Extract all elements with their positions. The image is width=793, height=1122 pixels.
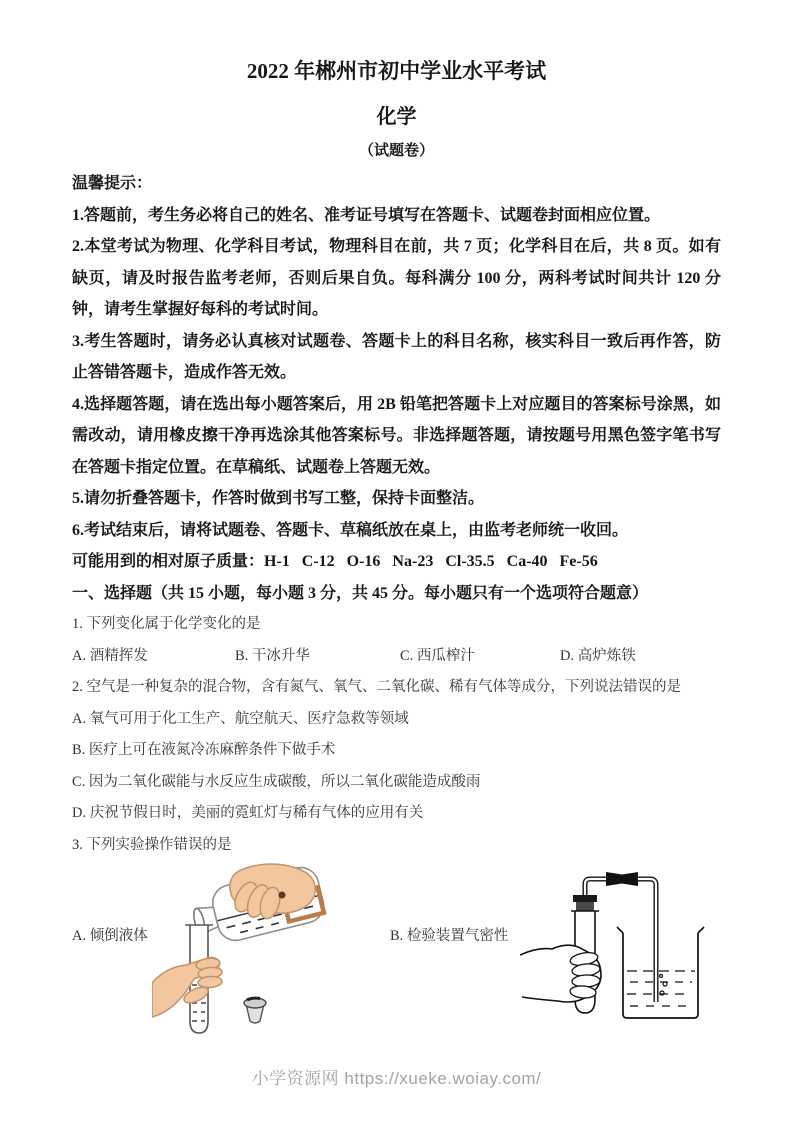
stopper bbox=[244, 998, 266, 1023]
notice-item-5: 5.请勿折叠答题卡，作答时做到书写工整，保持卡面整洁。 bbox=[72, 490, 485, 507]
question-2-option-b: B. 医疗上可在液氮冷冻麻醉条件下做手术 bbox=[72, 742, 336, 758]
paper-type-label: （试题卷） bbox=[358, 143, 434, 159]
question-1-options-row bbox=[72, 641, 721, 673]
atomic-masses-line: 可能用到的相对原子质量：H-1 C-12 O-16 Na-23 Cl-35.5 Ca-40 Fe-56 bbox=[72, 553, 598, 570]
question-2-stem: 2. 空气是一种复杂的混合物，含有氮气、氧气、二氧化碳、稀有气体等成分，下列说法错误的是 bbox=[72, 679, 681, 695]
question-1-option-c: C. 西瓜榨汁 bbox=[400, 647, 475, 664]
notice-section bbox=[72, 168, 721, 546]
section-1-heading: 一、选择题（共 15 小题，每小题 3 分，共 45 分。每小题只有一个选项符合题意） bbox=[72, 584, 649, 602]
question-1-option-a: A. 酒精挥发 bbox=[72, 647, 148, 664]
fist-hand bbox=[520, 945, 601, 1002]
exam-subject: 化学 bbox=[376, 106, 417, 128]
question-3-option-b-label: B. 检验装置气密性 bbox=[390, 928, 509, 944]
pouring-liquid-illustration bbox=[152, 863, 380, 1041]
question-3-option-a-label: A. 倾倒液体 bbox=[72, 928, 148, 944]
footer-watermark: 小学资源网 https://xueke.woiay.com/ bbox=[251, 1069, 542, 1088]
lower-hand bbox=[152, 957, 223, 1017]
notice-item-1: 1.答题前，考生务必将自己的姓名、准考证号填写在答题卡、试题卷封面相应位置。 bbox=[72, 206, 661, 224]
question-1-option-d: D. 高炉炼铁 bbox=[560, 647, 636, 664]
question-2-option-d: D. 庆祝节假日时，美丽的霓虹灯与稀有气体的应用有关 bbox=[72, 805, 424, 821]
question-2-option-c: C. 因为二氧化碳能与水反应生成碳酸，所以二氧化碳能造成酸雨 bbox=[72, 773, 481, 790]
notice-heading: 温馨提示： bbox=[72, 175, 153, 192]
exam-content bbox=[72, 56, 721, 1045]
question-2-option-a: A. 氧气可用于化工生产、航空航天、医疗急救等领域 bbox=[72, 710, 409, 727]
exam-title: 2022 年郴州市初中学业水平考试 bbox=[246, 59, 547, 83]
question-1-stem: 1. 下列变化属于化学变化的是 bbox=[72, 616, 261, 632]
notice-item-2: 2.本堂考试为物理、化学科目考试，物理科目在前，共 7 页；化学科目在后，共 8 页。如有缺页，请及时报告监考老师，否则后果自负。每科满分 100 分，两科考试时间共计 120 分钟，请考生掌握好每科的考试时间。 bbox=[72, 238, 721, 318]
notice-item-3: 3.考生答题时，请务必认真核对试题卷、答题卡上的科目名称，核实科目一致后再作答，防止答错答题卡，造成作答无效。 bbox=[72, 332, 721, 381]
notice-item-4: 4.选择题答题，请在选出每小题答案后，用 2B 铅笔把答题卡上对应题目的答案标号涂黑，如需改动，请用橡皮擦干净再选涂其他答案标号。非选择题答题，请按题号用黑色签字笔书写在答题卡指定位置。在草稿纸、试题卷上答题无效。 bbox=[72, 395, 721, 476]
question-3-stem: 3. 下列实验操作错误的是 bbox=[72, 836, 232, 853]
question-3-figures-row bbox=[72, 863, 721, 1045]
question-1-option-b: B. 干冰升华 bbox=[235, 647, 310, 664]
air-tightness-check-illustration bbox=[520, 871, 720, 1039]
notice-item-6: 6.考试结束后，请将试题卷、答题卡、草稿纸放在桌上，由监考老师统一收回。 bbox=[72, 521, 629, 539]
